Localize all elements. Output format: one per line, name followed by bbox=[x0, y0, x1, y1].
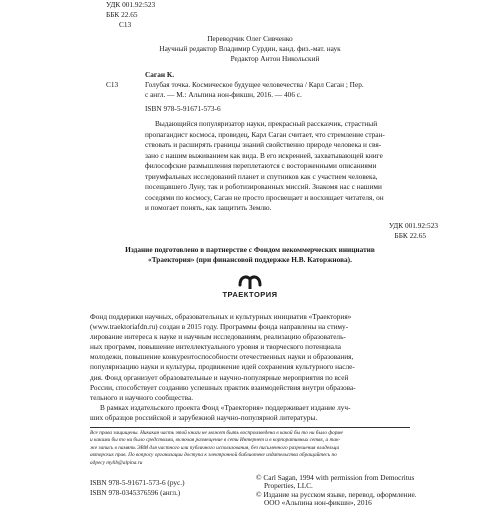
rights-text bbox=[90, 430, 343, 467]
credit-editor: Редактор Антон Никольский bbox=[230, 54, 320, 63]
rights-line: Все права защищены. Никакая часть этой книги не может быть воспроизведена в какой бы то ни было форме bbox=[90, 430, 343, 436]
abstract-text bbox=[145, 119, 385, 214]
rights-line: адресу mylib@alpina.ru bbox=[90, 459, 143, 466]
rights-line: же запись в память ЭВМ для частного или публичного использования, без письменного разрешения владельца bbox=[90, 444, 340, 451]
header-code: С13 bbox=[119, 20, 132, 29]
copyright-line: ООО «Альпина нон-фикшн», 2016 bbox=[264, 498, 372, 508]
isbn-rus: ISBN 978-5-91671-573-6 (рус.) bbox=[90, 478, 185, 487]
foundation-line: молодежи, повышение конкурентоспособности отечественных науки и образования, bbox=[90, 352, 354, 362]
rights-line: авторских прав. По вопросу организации доступа к электронной библиотеке издательства обращайтесь по bbox=[90, 452, 337, 459]
foundation-line: В рамках издательского проекта Фонд «Траектория» поддерживает издание луч- bbox=[100, 402, 351, 412]
abstract-line: ствовать и расширять границы знаний свойственно природе человека и свя- bbox=[145, 140, 382, 149]
abstract-line: соседями по космосу, Саган не просто просвещает и восхищает читателя, он bbox=[145, 192, 384, 202]
header-bbk: ББК 22.65 bbox=[106, 10, 138, 19]
abstract-line: зано с нашим выживанием как вида. В его искренней, захватывающей книге bbox=[145, 150, 383, 160]
partnership-line-1: Издание подготовлено в партнерстве с Фондом некоммерческих инициатив bbox=[125, 245, 375, 254]
abstract-line: философские размышления переплетаются с восторженными описаниями bbox=[145, 161, 377, 170]
foundation-line: Фонд поддержки научных, образовательных и культурных инициатив «Траектория» bbox=[90, 312, 352, 321]
abstract-line: пропагандист космоса, провидец, Карл Саган считает, что стремление стран- bbox=[145, 129, 385, 139]
copyright-line: Properties, LLC. bbox=[264, 481, 313, 491]
abstract-bbk: ББК 22.65 bbox=[394, 231, 426, 240]
credit-science-editor: Научный редактор Владимир Сурдин, канд. физ.-мат. наук bbox=[159, 44, 341, 53]
biblio-author: Саган К. bbox=[145, 70, 175, 79]
header-udc: УДК 001.92:523 bbox=[106, 0, 156, 9]
copyright-line: © Издание на русском языке, перевод, оформление. bbox=[256, 489, 417, 499]
abstract-line: Выдающийся популяризатор науки, прекрасный рассказчик, страстный bbox=[155, 119, 378, 128]
foundation-line: тельного и научного сообщества. bbox=[90, 392, 194, 402]
logo-text: ТРАЕКТОРИЯ bbox=[222, 290, 278, 299]
biblio-line-2: с англ. — М.: Альпина нон-фикшн, 2016. — 406 с. bbox=[145, 90, 302, 99]
biblio-code: С13 bbox=[106, 80, 119, 89]
biblio-isbn: ISBN 978-5-91671-573-6 bbox=[145, 104, 221, 113]
abstract-line: посещавшего Луну, так и роботизированных миссий. Знакомя нас с нашими bbox=[145, 182, 382, 191]
divider bbox=[90, 427, 410, 428]
abstract-line: триумфальных исследований планет и спутников как с участием человека, bbox=[145, 171, 378, 181]
abstract-line: и помогает понять, как защитить Землю. bbox=[145, 203, 272, 212]
credit-translator: Переводчик Олег Сивченко bbox=[207, 34, 293, 43]
biblio-line-1: Голубая точка. Космическое будущее человечества / Карл Саган ; Пер. bbox=[145, 80, 364, 89]
rights-line: и какими бы то ни было средствами, включая размещение в сети Интернет и в корпоративных сетях, а так- bbox=[90, 437, 341, 444]
foundation-line: дия. Фонд организует образовательные и научно-популярные мероприятия по всей bbox=[90, 372, 349, 382]
foundation-text bbox=[90, 312, 356, 423]
foundation-line: лирование интереса к науке и научным исследованиям, реализацию образователь- bbox=[90, 332, 346, 342]
copyright-text bbox=[256, 474, 417, 508]
foundation-line: ших образцов российской и зарубежной научно-популярной литературы. bbox=[90, 412, 318, 422]
copyright-line: © Carl Sagan, 1994 with permission from Democritus bbox=[256, 473, 415, 482]
abstract-udc: УДК 001.92:523 bbox=[388, 221, 438, 230]
isbn-eng: ISBN 978-0345376596 (англ.) bbox=[90, 488, 181, 497]
trajectoria-logo-icon bbox=[236, 273, 264, 289]
foundation-line: ных программ, повышение интеллектуального уровня и творческого потенциала bbox=[90, 342, 341, 352]
foundation-line: популяризацию науки и культуры, продвижение идей сохранения культурного насле- bbox=[90, 362, 355, 372]
partnership-line-2: «Траектория» (при финансовой поддержке Н.В. Каторжнова). bbox=[148, 255, 352, 264]
foundation-line: (www.traektoriafdn.ru) создан в 2015 году. Программы фонда направлены на стиму- bbox=[90, 322, 349, 332]
foundation-line: России, способствует созданию успешных практик взаимодействия внутри образова- bbox=[90, 382, 356, 392]
